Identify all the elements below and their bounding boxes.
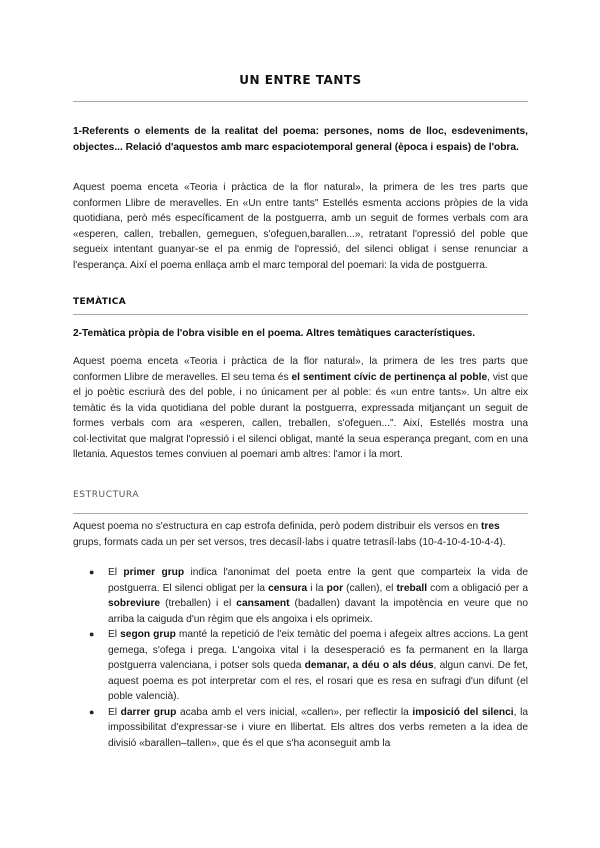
- g1-d: i la: [307, 582, 327, 594]
- g2-b2: demanar, a déu o als déus: [304, 660, 434, 671]
- g1-b5: sobreviure: [108, 598, 161, 609]
- tematica-heading: TEMÀTICA: [73, 297, 126, 307]
- estructura-intro-text-2: grups, formats cada un per set versos, tres decasíl·labs i quatre tetrasíl·labs (10-4-10-4-10-4-4).: [73, 536, 506, 548]
- g1-b1: primer grup: [123, 567, 185, 578]
- bullet-icon: ●: [89, 706, 95, 717]
- tematica-text-2: , vist que el jo poètic escriurà des del poble, i no únicament per al poble: és «un entre tants». Un altre eix temàtic és la vida quotidiana del poble durant la postguerra, expressada mitjançant un seguit de formes verbals com ara «esperen, callen, treballen, s'ofeguen...". Així, Estellés mostra una col·lectivitat que malgrat l'opressió i el silenci obligat, manté la seua esperança pregant, com en una lletania. Aquestos temes conviuen al poemari amb altres: l'amor i la mort.: [73, 371, 528, 460]
- estructura-intro: [73, 519, 528, 550]
- document-title: UN ENTRE TANTS: [239, 73, 362, 87]
- g2-d: , algun canvi. De fet, aquest poema es pot interpretar com el res, el rosari que es resa en sufragi d'un difunt (el poble valencià).: [108, 660, 528, 702]
- g3-b1: darrer grup: [120, 706, 177, 718]
- g2-a: El: [108, 629, 121, 640]
- tematica-divider: [73, 314, 528, 315]
- g2-c: manté la repetició de l'eix temàtic del poema i afegeix altres accions. La gent gemega, s'ofega i prega. L'angoixa vital i la desesperació es fa permanent en la llarga postguerra valenciana, i potser sols queda: [108, 629, 529, 671]
- g3-c: acaba amb el vers inicial, «callen», per reflectir la: [176, 706, 413, 718]
- list-item-last-group: [73, 705, 528, 752]
- g1-f: com a obligació per a: [427, 582, 528, 594]
- estructura-intro-text-1: Aquest poema no s'estructura en cap estrofa definida, però podem distribuir els versos en: [73, 521, 481, 532]
- g1-b4: treball: [396, 582, 428, 594]
- g1-b3: por: [326, 582, 344, 594]
- groups-list: [73, 565, 528, 751]
- g3-b2: imposició del silenci: [412, 706, 514, 718]
- estructura-intro-bold: tres: [480, 521, 500, 532]
- g1-b2: censura: [268, 582, 308, 594]
- g1-c: indica l'anonimat del poeta entre la gent que comparteix la vida de postguerra. El silenci obligat per la: [108, 567, 528, 594]
- g1-e: (callen), el: [343, 582, 397, 594]
- estructura-heading: ESTRUCTURA: [73, 490, 140, 500]
- g1-a: El: [108, 567, 124, 578]
- g3-d: , la impossibilitat d'expressar-se i viure en llibertat. Els altres dos verbs remeten a la idea de divisió «barallen–tallen», que és el que s'ha aconseguit amb la: [108, 706, 528, 749]
- title-divider: [73, 101, 528, 102]
- bullet-icon: ●: [89, 629, 95, 639]
- tematica-text-1: Aquest poema enceta «Teoria i pràctica de la flor natural», la primera de les tres parts que conformen Llibre de meravelles. El seu tema és: [73, 356, 528, 383]
- section1-paragraph: Aquest poema enceta «Teoria i pràctica de la flor natural», la primera de les tres parts que conformen Llibre de meravelles. En «Un entre tants" Estellés esmenta accions pròpies de la vida quotidiana, però més específicament de la postguerra, amb un seguit de formes verbals com ara «esperen, callen, treballen, gemeguen, s'ofeguen,barallen...», retratant l'opressió del poble que segueix intentant guanyar-se el pa enmig de l'opressió, del silenci obligat i sense renunciar a l'esperança. Així el poema enllaça amb el marc temporal del poemari: la vida de postguerra.: [73, 182, 528, 271]
- g1-h: (badallen) davant la impotència en veure que no arriba la caiguda d'un règim que els angoixa i els oprimeix.: [108, 598, 528, 625]
- g1-b6: cansament: [236, 598, 290, 609]
- tematica-highlight: el sentiment cívic de pertinença al poble: [291, 371, 488, 383]
- question-1: 1-Referents o elements de la realitat del poema: persones, noms de lloc, esdeveniments, objectes... Relació d'aquestos amb marc espaciotemporal general (època i espais) de l'obra.: [73, 126, 528, 153]
- question-2: 2-Temàtica pròpia de l'obra visible en el poema. Altres temàtiques característiques.: [73, 328, 476, 339]
- g2-b1: segon grup: [120, 629, 176, 640]
- g3-a: El: [108, 706, 121, 718]
- list-item-second-group: [73, 627, 528, 705]
- g1-g: (treballen) i el: [160, 598, 237, 609]
- list-item-first-group: [73, 565, 528, 627]
- tematica-paragraph: [73, 354, 528, 463]
- bullet-icon: ●: [89, 567, 95, 577]
- estructura-divider: [73, 513, 528, 514]
